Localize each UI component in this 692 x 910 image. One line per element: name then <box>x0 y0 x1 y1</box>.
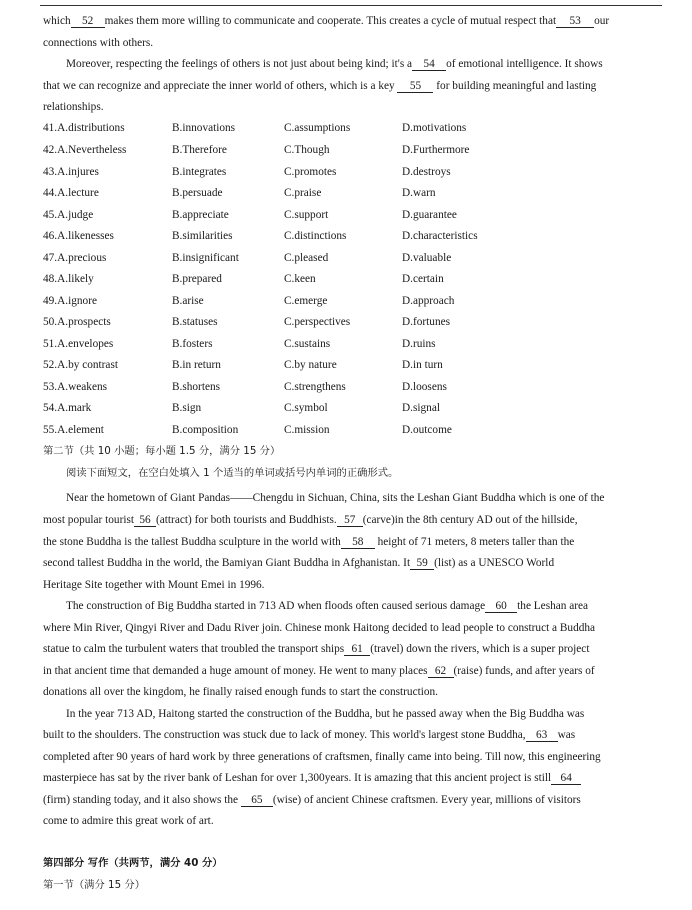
option-row <box>43 423 663 437</box>
option-d[interactable]: D.characteristics <box>402 230 478 242</box>
option-b[interactable]: B.persuade <box>172 187 223 199</box>
option-d[interactable]: D.guarantee <box>402 209 457 221</box>
option-row <box>43 315 663 329</box>
option-a[interactable]: 43.A.injures <box>43 166 99 178</box>
option-b[interactable]: B.arise <box>172 295 204 307</box>
option-a[interactable]: 48.A.likely <box>43 273 94 285</box>
passage2-line: The construction of Big Buddha started in 713 AD when floods often caused serious damage 60 the Leshan area <box>66 600 589 612</box>
option-b[interactable]: B.shortens <box>172 381 221 393</box>
blank-65[interactable]: 65 <box>241 795 273 807</box>
passage2-line: come to admire this great work of art. <box>43 815 214 827</box>
part4-heading: 第四部分 写作（共两节，满分 40 分） <box>43 857 223 869</box>
passage2-line: masterpiece has sat by the river bank of Leshan for over 1,300years. It is amazing that this ancient project is still 64 <box>43 771 663 785</box>
option-c[interactable]: C.perspectives <box>284 316 351 328</box>
passage2-line: second tallest Buddha in the world, the Bamiyan Giant Buddha in Afghanistan. It 59 (list) as a UNESCO World <box>43 557 555 569</box>
section-instruction: 阅读下面短文，在空白处填入 1 个适当的单词或括号内单词的正确形式。 <box>66 467 399 479</box>
option-b[interactable]: B.statuses <box>172 316 218 328</box>
option-c[interactable]: C.Though <box>284 144 330 156</box>
passage1-line: relationships. <box>43 101 104 113</box>
option-c[interactable]: C.mission <box>284 424 330 436</box>
option-row <box>43 401 663 415</box>
option-c[interactable]: C.assumptions <box>284 122 351 134</box>
option-row <box>43 294 663 308</box>
passage2-line: the stone Buddha is the tallest Buddha sculpture in the world with 58 height of 71 meters, 8 meters taller than the <box>43 536 575 548</box>
option-a[interactable]: 52.A.by contrast <box>43 359 118 371</box>
passage2-line: (firm) standing today, and it also shows the 65 (wise) of ancient Chinese craftsmen. Every year, millions of visitors <box>43 794 581 806</box>
option-a[interactable]: 47.A.precious <box>43 252 107 264</box>
option-a[interactable]: 46.A.likenesses <box>43 230 114 242</box>
option-row <box>43 358 663 372</box>
blank-56[interactable]: 56 <box>134 515 156 527</box>
option-c[interactable]: C.sustains <box>284 338 331 350</box>
option-c[interactable]: C.by nature <box>284 359 337 371</box>
option-c[interactable]: C.emerge <box>284 295 328 307</box>
blank-55[interactable]: 55 <box>397 81 433 93</box>
option-d[interactable]: D.ruins <box>402 338 436 350</box>
option-c[interactable]: C.strengthens <box>284 381 346 393</box>
option-d[interactable]: D.Furthermore <box>402 144 470 156</box>
option-d[interactable]: D.certain <box>402 273 444 285</box>
option-a[interactable]: 55.A.element <box>43 424 104 436</box>
top-rule <box>40 5 662 6</box>
passage2-line: donations all over the kingdom, he finally raised enough funds to start the construction. <box>43 686 438 698</box>
option-row <box>43 143 663 157</box>
option-d[interactable]: D.loosens <box>402 381 447 393</box>
blank-63[interactable]: 63 <box>526 730 558 742</box>
blank-54[interactable]: 54 <box>412 59 446 71</box>
option-a[interactable]: 41.A.distributions <box>43 122 125 134</box>
option-row <box>43 337 663 351</box>
part4-subheading: 第一节（满分 15 分） <box>43 879 146 891</box>
blank-60[interactable]: 60 <box>485 601 517 613</box>
passage2-line: in that ancient time that demanded a huge amount of money. He went to many places 62 (raise) funds, and after years of <box>43 665 595 677</box>
option-b[interactable]: B.insignificant <box>172 252 239 264</box>
blank-59[interactable]: 59 <box>410 558 434 570</box>
option-row <box>43 380 663 394</box>
option-a[interactable]: 49.A.ignore <box>43 295 97 307</box>
option-a[interactable]: 51.A.envelopes <box>43 338 114 350</box>
passage2-line: Near the hometown of Giant Pandas——Chengdu in Sichuan, China, sits the Leshan Giant Buddha which is one of the <box>66 492 605 504</box>
option-b[interactable]: B.fosters <box>172 338 213 350</box>
section-heading: 第二节（共 10 小题；每小题 1.5 分，满分 15 分） <box>43 445 281 457</box>
option-d[interactable]: D.outcome <box>402 424 452 436</box>
passage2-line: statue to calm the turbulent waters that troubled the transport ships 61 (travel) down the rivers, which is a super project <box>43 643 590 655</box>
option-b[interactable]: B.innovations <box>172 122 236 134</box>
option-d[interactable]: D.warn <box>402 187 436 199</box>
option-a[interactable]: 54.A.mark <box>43 402 92 414</box>
option-row <box>43 229 663 243</box>
passage2-line: most popular tourist 56 (attract) for both tourists and Buddhists. 57 (carve)in the 8th century AD out of the hillside, <box>43 514 578 526</box>
option-b[interactable]: B.in return <box>172 359 221 371</box>
option-d[interactable]: D.signal <box>402 402 440 414</box>
passage2-line: Heritage Site together with Mount Emei in 1996. <box>43 579 265 591</box>
option-a[interactable]: 44.A.lecture <box>43 187 99 199</box>
option-d[interactable]: D.valuable <box>402 252 452 264</box>
option-d[interactable]: D.motivations <box>402 122 467 134</box>
option-a[interactable]: 42.A.Nevertheless <box>43 144 127 156</box>
option-c[interactable]: C.distinctions <box>284 230 347 242</box>
option-b[interactable]: B.similarities <box>172 230 233 242</box>
passage2-line: completed after 90 years of hard work by three generations of craftsmen, finally came into being. Till now, this engineering <box>43 751 601 763</box>
blank-58[interactable]: 58 <box>341 537 375 549</box>
passage2-line: In the year 713 AD, Haitong started the construction of the Buddha, but he passed away when the Big Buddha was <box>66 708 585 720</box>
option-c[interactable]: C.keen <box>284 273 316 285</box>
option-row <box>43 272 663 286</box>
blank-53[interactable]: 53 <box>556 16 594 28</box>
option-d[interactable]: D.destroys <box>402 166 451 178</box>
option-a[interactable]: 53.A.weakens <box>43 381 107 393</box>
option-b[interactable]: B.Therefore <box>172 144 227 156</box>
passage1-line: connections with others. <box>43 37 154 49</box>
blank-57[interactable]: 57 <box>337 515 363 527</box>
option-row <box>43 165 663 179</box>
option-a[interactable]: 50.A.prospects <box>43 316 111 328</box>
option-b[interactable]: B.integrates <box>172 166 227 178</box>
option-a[interactable]: 45.A.judge <box>43 209 94 221</box>
option-c[interactable]: C.promotes <box>284 166 337 178</box>
passage1-line: which 52 makes them more willing to communicate and cooperate. This creates a cycle of mutual respect that 53 our <box>43 15 610 27</box>
option-row <box>43 186 663 200</box>
option-c[interactable]: C.praise <box>284 187 322 199</box>
option-c[interactable]: C.support <box>284 209 329 221</box>
option-row <box>43 121 663 135</box>
option-b[interactable]: B.prepared <box>172 273 222 285</box>
option-row <box>43 251 663 265</box>
option-b[interactable]: B.appreciate <box>172 209 229 221</box>
passage2-line: built to the shoulders. The construction was stuck due to lack of money. This world's largest stone Buddha, 63 was <box>43 729 576 741</box>
blank-61[interactable]: 61 <box>344 644 370 656</box>
blank-64[interactable]: 64 <box>551 773 581 785</box>
passage2-line: where Min River, Qingyi River and Dadu River join. Chinese monk Haitong decided to lead people to construct a Buddha <box>43 622 596 634</box>
passage1-line: Moreover, respecting the feelings of others is not just about being kind; it's a 54 of emotional intelligence. It shows <box>66 58 603 70</box>
option-c[interactable]: C.pleased <box>284 252 329 264</box>
option-b[interactable]: B.composition <box>172 424 239 436</box>
blank-52[interactable]: 52 <box>71 16 105 28</box>
option-c[interactable]: C.symbol <box>284 402 328 414</box>
option-d[interactable]: D.approach <box>402 295 455 307</box>
passage1-line: that we can recognize and appreciate the inner world of others, which is a key 55 for building meaningful and lasting <box>43 80 597 92</box>
option-b[interactable]: B.sign <box>172 402 202 414</box>
blank-62[interactable]: 62 <box>428 666 454 678</box>
option-d[interactable]: D.in turn <box>402 359 443 371</box>
option-row <box>43 208 663 222</box>
option-d[interactable]: D.fortunes <box>402 316 451 328</box>
